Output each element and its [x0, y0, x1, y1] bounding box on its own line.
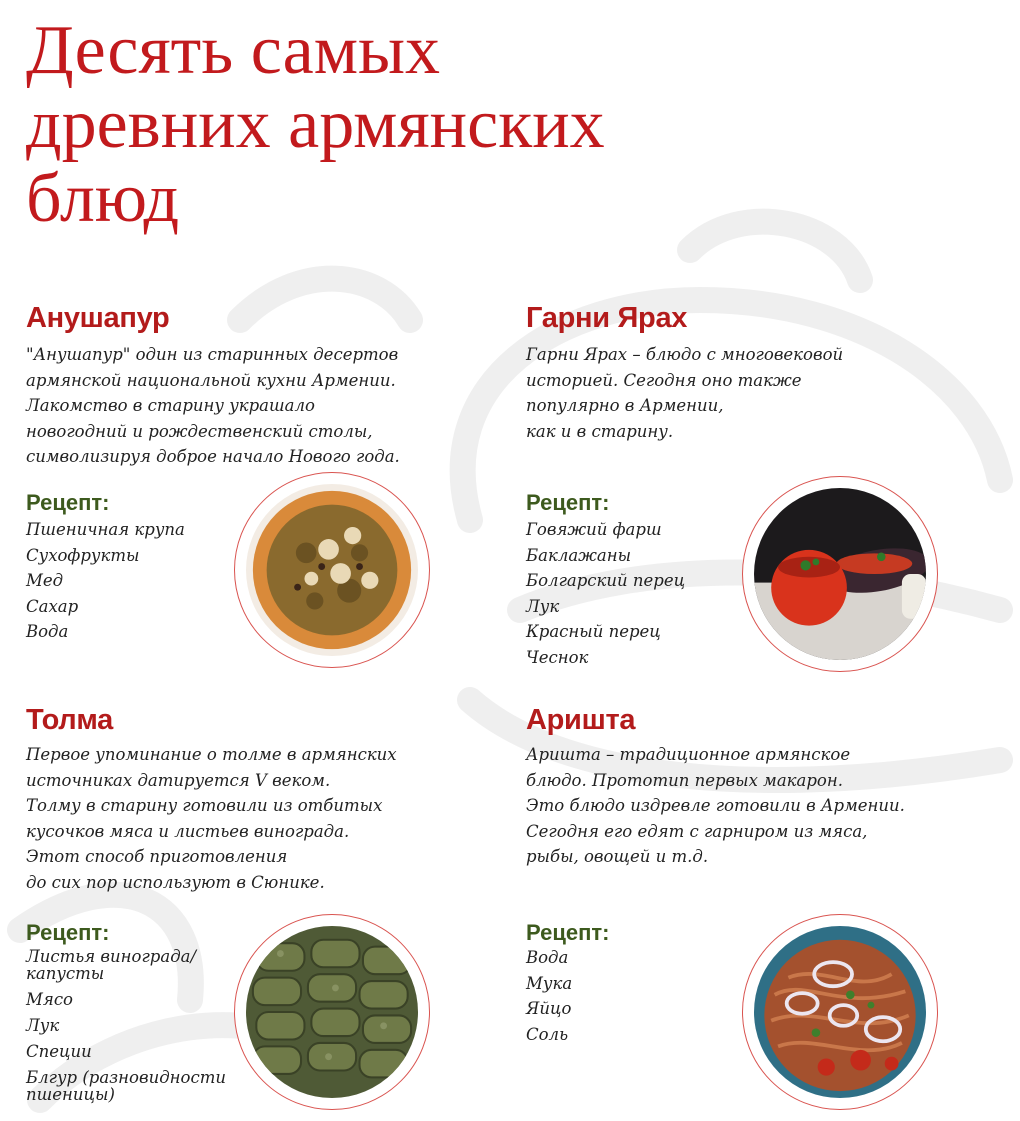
recipe-label: Рецепт: [26, 920, 110, 945]
ingredient-item: капусты [26, 964, 105, 983]
ingredient-item: Вода [526, 948, 569, 967]
description-line: Сегодня его едят с гарниром из мяса, [526, 821, 868, 841]
ingredient-item: Болгарский перец [526, 571, 686, 591]
ingredient-item: Лук [526, 596, 560, 616]
dish-title: Ариштa [526, 704, 636, 736]
ingredient-item: Пшеничная крупа [26, 520, 185, 539]
description-line: блюдо. Прототип первых макарон. [526, 770, 843, 790]
description-line: символизируя доброе начало Нового года. [26, 447, 400, 466]
ingredient-item: Сахар [26, 596, 79, 616]
ingredient-list [526, 517, 685, 671]
description-line: новогодний и рождественский столы, [26, 421, 373, 441]
dish-photo-tolma [234, 914, 430, 1110]
description-line: до сих пор используют в Сюнике. [26, 872, 325, 892]
ingredient-item: Листья винограда/ [26, 947, 197, 966]
wheat-dessert-image [246, 484, 418, 656]
ingredient-item: Говяжий фарш [526, 520, 662, 539]
ingredient-item: Мясо [26, 990, 73, 1009]
dish-photo-garni-yarakh [742, 476, 938, 672]
description-line: рыбы, овощей и т.д. [526, 847, 709, 866]
ingredient-item: Вода [26, 622, 69, 642]
page-title [26, 14, 786, 236]
dish-description [26, 342, 400, 470]
dish-title: Толма [26, 704, 114, 736]
description-line: Этот способ приготовления [26, 847, 288, 866]
description-line: армянской национальной кухни Армении. [26, 370, 396, 390]
description-line: Ариштa – традиционное армянское [526, 745, 851, 764]
description-line: Толму в старину готовили из отбитых [26, 796, 383, 815]
description-line: "Анушапур" один из старинных десертов [26, 345, 399, 364]
ingredient-list [26, 948, 226, 1112]
dish-description [526, 342, 843, 444]
grape-leaf-tolma-image [246, 926, 418, 1098]
ingredient-item: Соль [526, 1024, 569, 1044]
ingredient-item: Яйцо [526, 999, 572, 1019]
ingredient-item: Сухофрукты [26, 545, 140, 565]
dish-title: Гарни Ярах [526, 302, 688, 334]
ingredient-item: пшеницы) [26, 1085, 115, 1104]
stuffed-eggplant-image [754, 488, 926, 660]
description-line: источниках датируется V веком. [26, 770, 331, 790]
title-line: Десять самых [26, 12, 441, 89]
noodle-dish-image [754, 926, 926, 1098]
description-line: историей. Сегодня оно также [526, 370, 802, 390]
ingredient-list [26, 517, 185, 645]
ingredient-item: Чеснок [526, 647, 589, 667]
ingredient-list [526, 945, 572, 1047]
description-line: популярно в Армении, [526, 396, 724, 415]
description-line: кусочков мяса и листьев винограда. [26, 821, 350, 841]
recipe-label: Рецепт: [26, 490, 110, 515]
description-line: Первое упоминание о толме в армянских [26, 745, 397, 764]
ingredient-item: Мед [26, 571, 64, 591]
description-line: Гарни Ярах – блюдо с многовековой [526, 345, 844, 364]
dish-photo-arishta [742, 914, 938, 1110]
description-line: Лакомство в старину украшало [26, 396, 315, 415]
description-line: Это блюдо издревле готовили в Армении. [526, 796, 905, 815]
title-line: блюд [26, 160, 180, 237]
recipe-label: Рецепт: [526, 490, 610, 515]
title-line: древних армянских [26, 86, 605, 163]
ingredient-item: Лук [26, 1016, 60, 1035]
ingredient-item: Специи [26, 1042, 92, 1061]
dish-photo-anushapur [234, 472, 430, 668]
ingredient-item: Мука [526, 973, 573, 993]
ingredient-item: Баклажаны [526, 545, 632, 565]
dish-description [526, 742, 905, 870]
dish-description [26, 742, 397, 895]
ingredient-item: Блгур (разновидности [26, 1068, 226, 1087]
ingredient-item: Красный перец [526, 622, 661, 642]
recipe-label: Рецепт: [526, 920, 610, 945]
dish-title: Анушапур [26, 302, 170, 334]
description-line: как и в старину. [526, 421, 674, 441]
